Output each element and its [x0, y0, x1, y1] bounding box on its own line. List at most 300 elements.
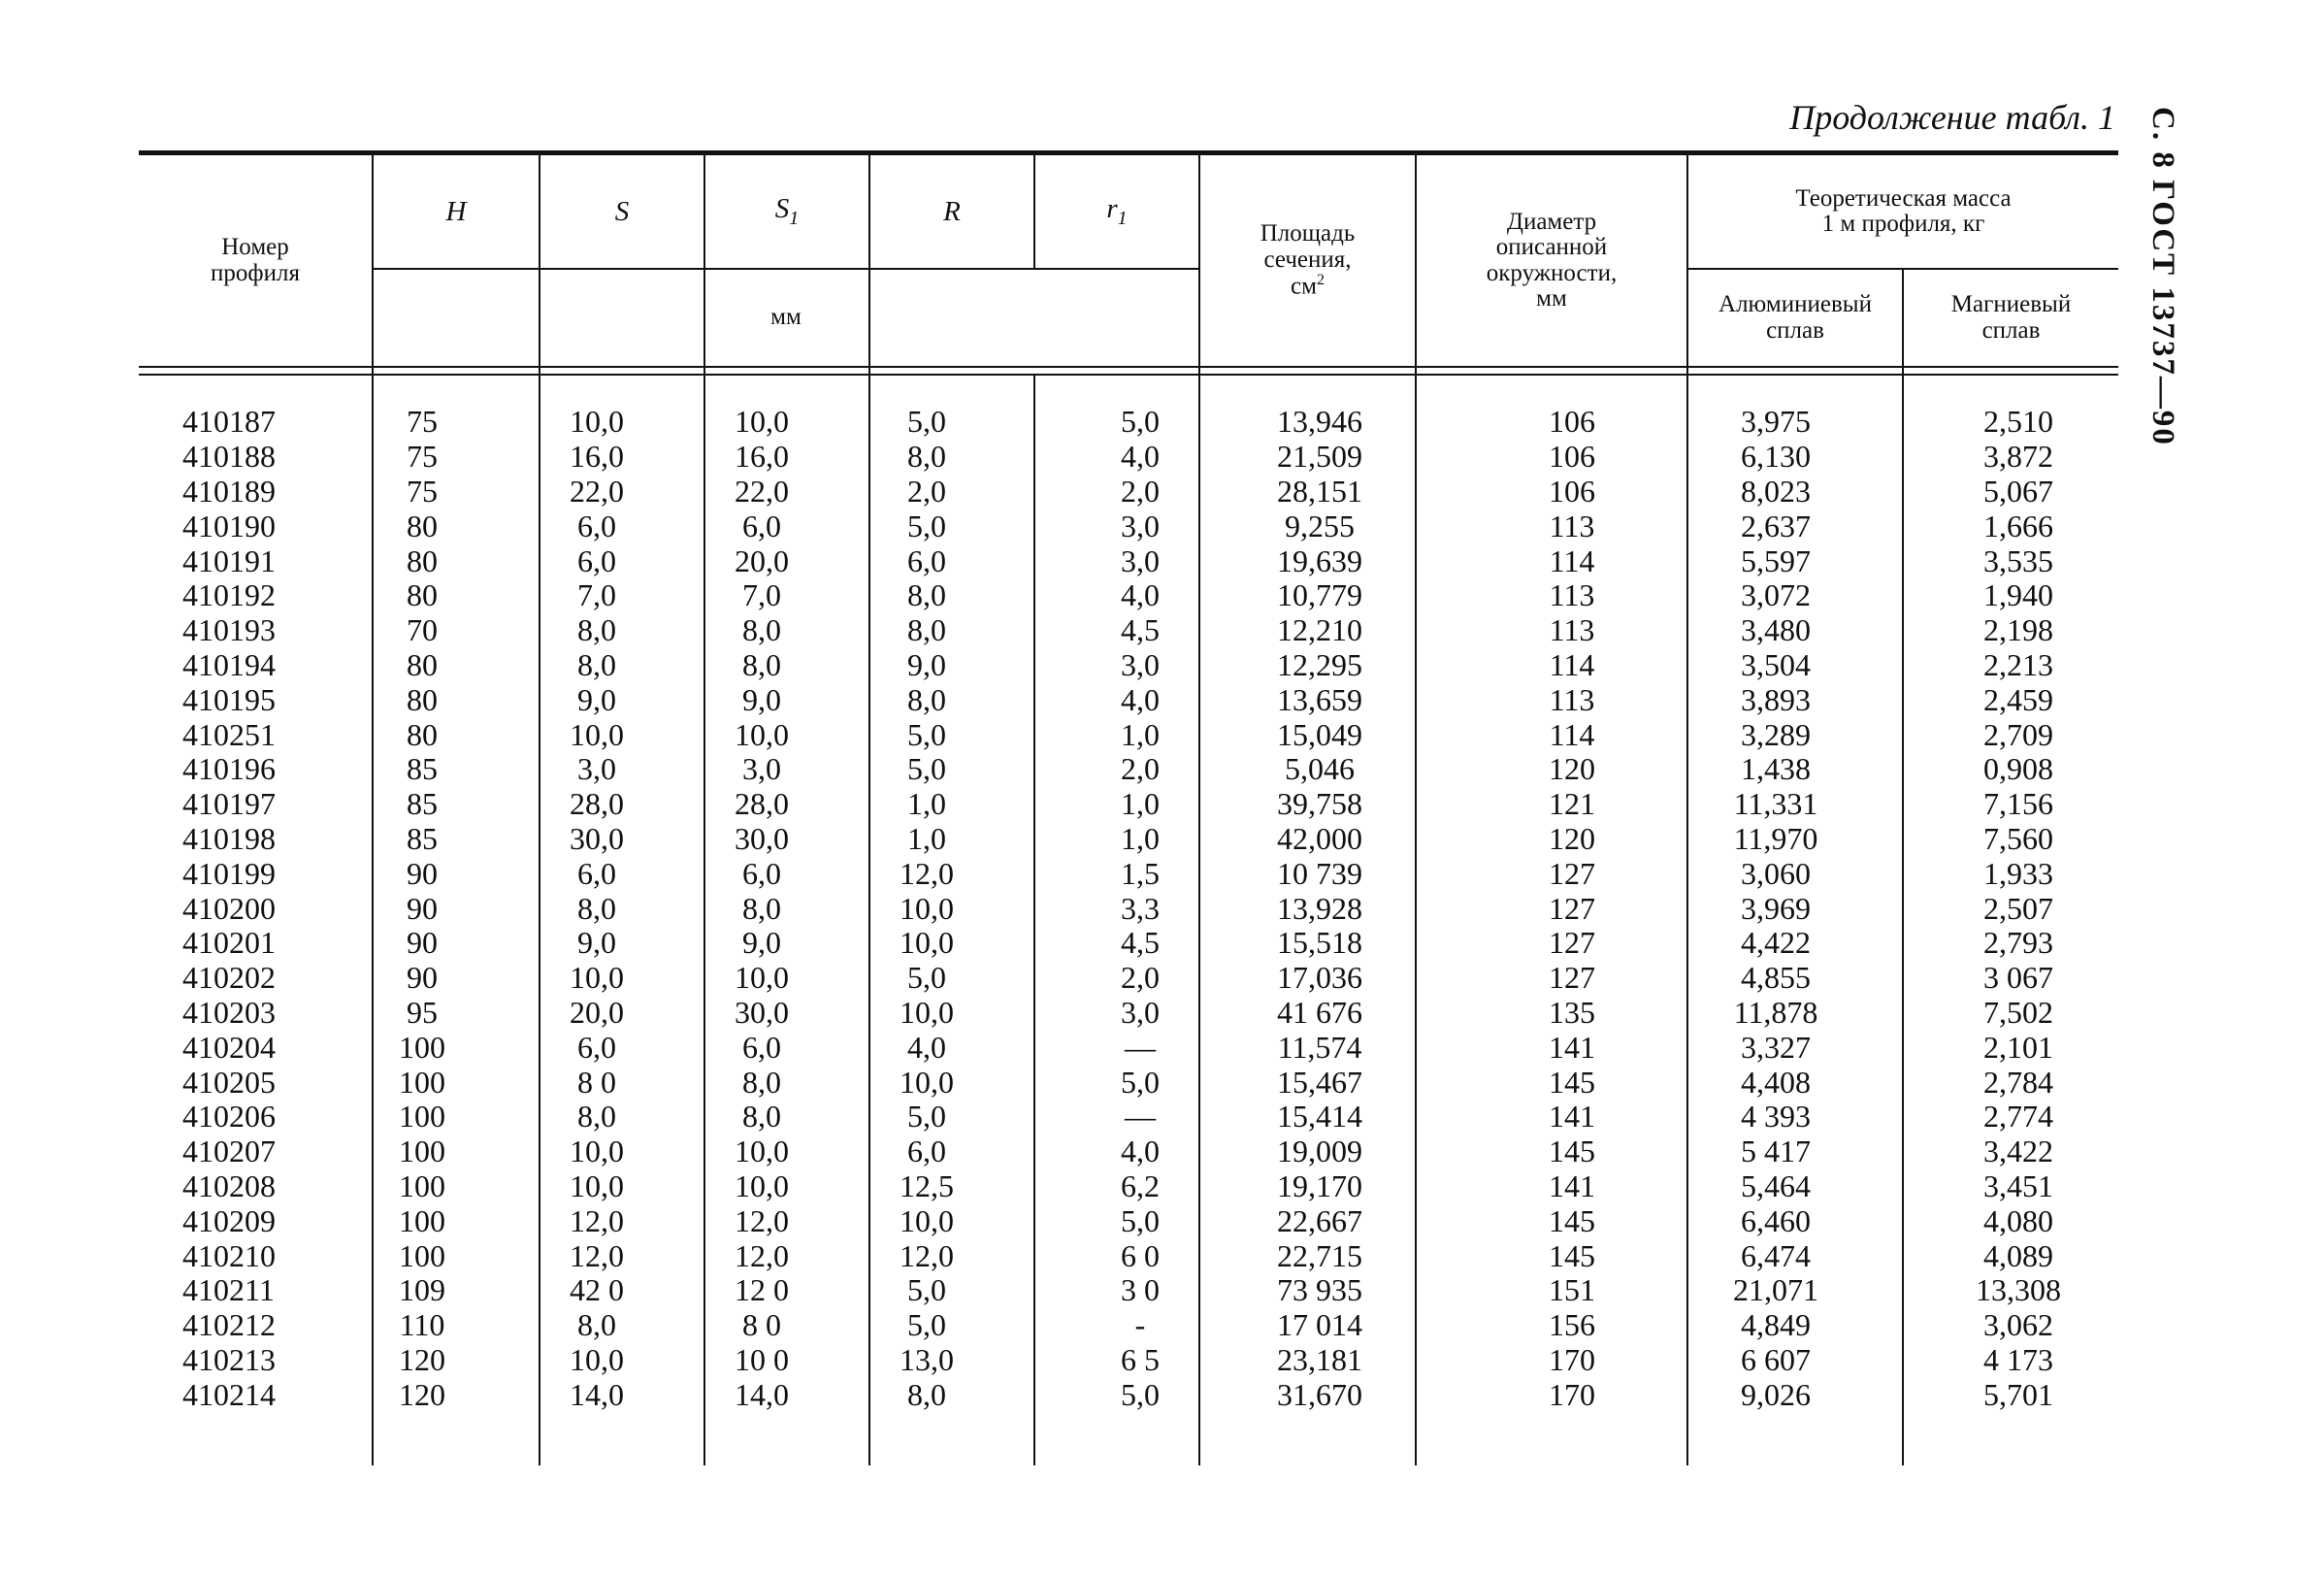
- cell-r1-value: 4,0: [1121, 577, 1160, 613]
- cell-r1-value: 4,0: [1121, 681, 1160, 717]
- cell-H-value: 90: [407, 925, 438, 961]
- cell-H-value: 80: [407, 508, 438, 543]
- cell-S-value: 28,0: [570, 786, 624, 822]
- cell-H-value: 100: [399, 1099, 445, 1134]
- cell-area-value: 9,255: [1285, 508, 1355, 543]
- cell-S1-value: 10,0: [735, 404, 789, 440]
- header-unit-mm: мм: [770, 304, 802, 331]
- cell-aluminium-mass: 6,130: [1741, 439, 1811, 475]
- cell-aluminium-mass: 1,438: [1741, 751, 1811, 787]
- cell-aluminium-mass: 3,969: [1741, 890, 1811, 926]
- cell-aluminium-mass: 4,855: [1741, 960, 1811, 996]
- cell-magnesium-mass: 3,451: [1983, 1167, 2053, 1203]
- table-row: [136, 891, 2106, 926]
- cell-S-value: 9,0: [577, 681, 616, 717]
- cell-S-value: 6,0: [577, 855, 616, 891]
- cell-profile-number: 410207: [182, 1134, 276, 1169]
- cell-S-value: 3,0: [577, 751, 616, 787]
- cell-profile-number: 410190: [182, 508, 276, 543]
- cell-area-value: 21,509: [1277, 439, 1362, 475]
- cell-profile-number: 410202: [182, 960, 276, 996]
- cell-aluminium-mass: 11,331: [1733, 786, 1818, 822]
- cell-S1-value: 22,0: [735, 474, 789, 509]
- cell-S1-value: 8,0: [742, 646, 781, 682]
- cell-area-value: 15,049: [1277, 716, 1362, 752]
- cell-profile-number: 410203: [182, 994, 276, 1030]
- cell-aluminium-mass: 3,072: [1741, 577, 1811, 613]
- cell-diameter-value: 114: [1549, 716, 1595, 752]
- cell-area-value: 11,574: [1277, 1029, 1362, 1065]
- cell-area-value: 10 739: [1277, 855, 1362, 891]
- cell-magnesium-mass: 2,101: [1983, 1029, 2053, 1065]
- cell-S1-value: 14,0: [735, 1376, 789, 1412]
- cell-H-value: 75: [407, 439, 438, 475]
- cell-area-value: 12,210: [1277, 612, 1362, 648]
- cell-H-value: 75: [407, 404, 438, 440]
- table-row: [136, 717, 2106, 752]
- cell-R-value: 10,0: [900, 925, 954, 961]
- cell-R-value: 5,0: [907, 1099, 946, 1134]
- cell-S-value: 10,0: [570, 1134, 624, 1169]
- cell-aluminium-mass: 4,408: [1741, 1064, 1811, 1100]
- cell-diameter-value: 113: [1549, 612, 1595, 648]
- cell-diameter-value: 127: [1549, 960, 1595, 996]
- cell-profile-number: 410187: [182, 404, 276, 440]
- cell-S1-value: 8,0: [742, 890, 781, 926]
- table-row: [136, 1238, 2106, 1273]
- cell-S1-value: 3,0: [742, 751, 781, 787]
- cell-S-value: 12,0: [570, 1237, 624, 1273]
- cell-S1-value: 8,0: [742, 1064, 781, 1100]
- cell-S1-value: 8,0: [742, 612, 781, 648]
- cell-area-value: 17,036: [1277, 960, 1362, 996]
- cell-R-value: 5,0: [907, 1307, 946, 1343]
- cell-magnesium-mass: 0,908: [1983, 751, 2053, 787]
- cell-H-value: 109: [399, 1272, 445, 1308]
- cell-magnesium-mass: 13,308: [1976, 1272, 2061, 1308]
- cell-magnesium-mass: 1,933: [1983, 855, 2053, 891]
- cell-magnesium-mass: 2,793: [1983, 925, 2053, 961]
- table-row: [136, 648, 2106, 683]
- cell-diameter-value: 170: [1549, 1376, 1595, 1412]
- cell-aluminium-mass: 3,060: [1741, 855, 1811, 891]
- cell-magnesium-mass: 7,156: [1983, 786, 2053, 822]
- cell-H-value: 80: [407, 577, 438, 613]
- cell-aluminium-mass: 5,464: [1741, 1167, 1811, 1203]
- table-row: [136, 787, 2106, 822]
- cell-r1-value: —: [1125, 1099, 1156, 1134]
- cell-S1-value: 30,0: [735, 820, 789, 856]
- cell-profile-number: 410212: [182, 1307, 276, 1343]
- cell-diameter-value: 141: [1549, 1029, 1595, 1065]
- table-row: [136, 996, 2106, 1031]
- cell-area-value: 39,758: [1277, 786, 1362, 822]
- cell-H-value: 80: [407, 681, 438, 717]
- cell-magnesium-mass: 3 067: [1983, 960, 2053, 996]
- cell-magnesium-mass: 2,459: [1983, 681, 2053, 717]
- cell-diameter-value: 145: [1549, 1202, 1595, 1238]
- cell-r1-value: 5,0: [1121, 1376, 1160, 1412]
- cell-aluminium-mass: 4 393: [1741, 1099, 1811, 1134]
- cell-aluminium-mass: 9,026: [1741, 1376, 1811, 1412]
- cell-aluminium-mass: 4,849: [1741, 1307, 1811, 1343]
- cell-diameter-value: 145: [1549, 1237, 1595, 1273]
- cell-area-value: 12,295: [1277, 646, 1362, 682]
- cell-aluminium-mass: 6 607: [1741, 1341, 1811, 1377]
- cell-profile-number: 410213: [182, 1341, 276, 1377]
- table-row: [136, 1343, 2106, 1378]
- cell-r1-value: 3,0: [1121, 994, 1160, 1030]
- cell-diameter-value: 127: [1549, 925, 1595, 961]
- cell-profile-number: 410206: [182, 1099, 276, 1134]
- cell-aluminium-mass: 6,474: [1741, 1237, 1811, 1273]
- cell-diameter-value: 120: [1549, 820, 1595, 856]
- table-row: [136, 752, 2106, 787]
- cell-magnesium-mass: 2,709: [1983, 716, 2053, 752]
- cell-H-value: 80: [407, 716, 438, 752]
- cell-H-value: 100: [399, 1202, 445, 1238]
- cell-profile-number: 410196: [182, 751, 276, 787]
- header-double-rule-bottom: [139, 374, 2118, 376]
- cell-S1-value: 20,0: [735, 542, 789, 578]
- table-row: [136, 613, 2106, 648]
- table-row: [136, 1065, 2106, 1100]
- header-H: H: [445, 195, 467, 227]
- cell-area-value: 41 676: [1277, 994, 1362, 1030]
- cell-magnesium-mass: 5,067: [1983, 474, 2053, 509]
- cell-profile-number: 410211: [182, 1272, 275, 1308]
- cell-r1-value: 3 0: [1121, 1272, 1160, 1308]
- cell-H-value: 80: [407, 646, 438, 682]
- cell-area-value: 42,000: [1277, 820, 1362, 856]
- cell-S1-value: 10 0: [735, 1341, 789, 1377]
- cell-r1-value: 4,5: [1121, 925, 1160, 961]
- cell-R-value: 4,0: [907, 1029, 946, 1065]
- cell-R-value: 5,0: [907, 751, 946, 787]
- cell-S-value: 8,0: [577, 646, 616, 682]
- cell-R-value: 12,5: [900, 1167, 954, 1203]
- cell-magnesium-mass: 4,080: [1983, 1202, 2053, 1238]
- cell-diameter-value: 113: [1549, 508, 1595, 543]
- cell-S-value: 10,0: [570, 716, 624, 752]
- cell-r1-value: 1,0: [1121, 786, 1160, 822]
- cell-r1-value: 4,0: [1121, 1134, 1160, 1169]
- cell-magnesium-mass: 3,535: [1983, 542, 2053, 578]
- cell-aluminium-mass: 3,893: [1741, 681, 1811, 717]
- header-diameter: Диаметр описанной окружности, мм: [1486, 209, 1618, 312]
- cell-area-value: 22,667: [1277, 1202, 1362, 1238]
- cell-area-value: 23,181: [1277, 1341, 1362, 1377]
- table-row: [136, 682, 2106, 717]
- cell-profile-number: 410200: [182, 890, 276, 926]
- cell-r1-value: 6 5: [1121, 1341, 1160, 1377]
- cell-H-value: 95: [407, 994, 438, 1030]
- cell-S1-value: 12 0: [735, 1272, 789, 1308]
- cell-diameter-value: 151: [1549, 1272, 1595, 1308]
- cell-R-value: 9,0: [907, 646, 946, 682]
- cell-H-value: 110: [399, 1307, 445, 1343]
- cell-r1-value: 1,0: [1121, 820, 1160, 856]
- cell-R-value: 10,0: [900, 994, 954, 1030]
- cell-S-value: 12,0: [570, 1202, 624, 1238]
- cell-R-value: 5,0: [907, 508, 946, 543]
- table-row: [136, 475, 2106, 510]
- cell-magnesium-mass: 2,213: [1983, 646, 2053, 682]
- cell-r1-value: 5,0: [1121, 404, 1160, 440]
- cell-S-value: 10,0: [570, 1167, 624, 1203]
- cell-diameter-value: 156: [1549, 1307, 1595, 1343]
- cell-area-value: 5,046: [1285, 751, 1355, 787]
- cell-diameter-value: 106: [1549, 439, 1595, 475]
- cell-magnesium-mass: 2,507: [1983, 890, 2053, 926]
- cell-magnesium-mass: 2,784: [1983, 1064, 2053, 1100]
- cell-aluminium-mass: 11,878: [1733, 994, 1818, 1030]
- cell-diameter-value: 145: [1549, 1064, 1595, 1100]
- cell-H-value: 100: [399, 1237, 445, 1273]
- cell-magnesium-mass: 1,666: [1983, 508, 2053, 543]
- table-row: [136, 961, 2106, 996]
- cell-S1-value: 28,0: [735, 786, 789, 822]
- cell-S-value: 22,0: [570, 474, 624, 509]
- cell-magnesium-mass: 5,701: [1983, 1376, 2053, 1412]
- cell-H-value: 100: [399, 1134, 445, 1169]
- cell-diameter-value: 135: [1549, 994, 1595, 1030]
- table-row: [136, 578, 2106, 613]
- header-theoretical-mass: Теоретическая масса 1 м профиля, кг: [1795, 184, 2012, 237]
- cell-diameter-value: 106: [1549, 404, 1595, 440]
- cell-S1-value: 8 0: [742, 1307, 781, 1343]
- cell-H-value: 85: [407, 820, 438, 856]
- cell-profile-number: 410208: [182, 1167, 276, 1203]
- cell-r1-value: 1,5: [1121, 855, 1160, 891]
- cell-S-value: 7,0: [577, 577, 616, 613]
- cell-S-value: 10,0: [570, 960, 624, 996]
- cell-profile-number: 410205: [182, 1064, 276, 1100]
- cell-area-value: 15,414: [1277, 1099, 1362, 1134]
- table-row: [136, 509, 2106, 543]
- cell-aluminium-mass: 3,480: [1741, 612, 1811, 648]
- cell-R-value: 1,0: [907, 820, 946, 856]
- cell-S1-value: 9,0: [742, 925, 781, 961]
- cell-area-value: 15,467: [1277, 1064, 1362, 1100]
- cell-R-value: 6,0: [907, 542, 946, 578]
- cell-r1-value: 3,3: [1121, 890, 1160, 926]
- cell-r1-value: -: [1134, 1307, 1146, 1343]
- cell-S1-value: 12,0: [735, 1237, 789, 1273]
- cell-diameter-value: 113: [1549, 577, 1595, 613]
- cell-H-value: 85: [407, 786, 438, 822]
- header-double-rule-top: [139, 366, 2118, 368]
- cell-r1-value: 3,0: [1121, 542, 1160, 578]
- cell-diameter-value: 127: [1549, 890, 1595, 926]
- cell-R-value: 8,0: [907, 681, 946, 717]
- cell-r1-value: —: [1125, 1029, 1156, 1065]
- table-row: [136, 1100, 2106, 1134]
- cell-aluminium-mass: 11,970: [1733, 820, 1818, 856]
- table-row: [136, 1030, 2106, 1065]
- cell-H-value: 80: [407, 542, 438, 578]
- cell-area-value: 28,151: [1277, 474, 1362, 509]
- cell-S-value: 8,0: [577, 612, 616, 648]
- cell-R-value: 12,0: [900, 1237, 954, 1273]
- cell-area-value: 15,518: [1277, 925, 1362, 961]
- cell-profile-number: 410193: [182, 612, 276, 648]
- cell-profile-number: 410201: [182, 925, 276, 961]
- cell-H-value: 120: [399, 1376, 445, 1412]
- cell-R-value: 5,0: [907, 960, 946, 996]
- cell-r1-value: 3,0: [1121, 508, 1160, 543]
- cell-S1-value: 30,0: [735, 994, 789, 1030]
- header-S1: $S_1$: [774, 193, 800, 229]
- cell-profile-number: 410197: [182, 786, 276, 822]
- table-row: [136, 440, 2106, 475]
- cell-H-value: 85: [407, 751, 438, 787]
- cell-profile-number: 410214: [182, 1376, 276, 1412]
- cell-R-value: 5,0: [907, 1272, 946, 1308]
- cell-r1-value: 3,0: [1121, 646, 1160, 682]
- header-r1: $r_1$: [1106, 193, 1128, 229]
- table-row: [136, 1273, 2106, 1308]
- cell-R-value: 8,0: [907, 1376, 946, 1412]
- cell-area-value: 13,659: [1277, 681, 1362, 717]
- cell-H-value: 70: [407, 612, 438, 648]
- cell-magnesium-mass: 7,502: [1983, 994, 2053, 1030]
- table-row: [136, 822, 2106, 857]
- cell-area-value: 19,170: [1277, 1167, 1362, 1203]
- cell-S-value: 6,0: [577, 542, 616, 578]
- cell-area-value: 22,715: [1277, 1237, 1362, 1273]
- cell-S1-value: 9,0: [742, 681, 781, 717]
- cell-area-value: 13,928: [1277, 890, 1362, 926]
- cell-R-value: 8,0: [907, 439, 946, 475]
- table-row: [136, 1377, 2106, 1412]
- table-row: [136, 856, 2106, 891]
- continuation-title: Продолжение табл. 1: [1789, 98, 2115, 137]
- cell-S1-value: 12,0: [735, 1202, 789, 1238]
- header-aluminium-alloy: Алюминиевый сплав: [1718, 291, 1872, 344]
- cell-R-value: 5,0: [907, 716, 946, 752]
- cell-R-value: 13,0: [900, 1341, 954, 1377]
- header-R: R: [943, 195, 961, 227]
- cell-area-value: 73 935: [1277, 1272, 1362, 1308]
- cell-S-value: 6,0: [577, 1029, 616, 1065]
- cell-magnesium-mass: 3,872: [1983, 439, 2053, 475]
- cell-S-value: 20,0: [570, 994, 624, 1030]
- cell-H-value: 90: [407, 960, 438, 996]
- cell-diameter-value: 121: [1549, 786, 1595, 822]
- cell-diameter-value: 106: [1549, 474, 1595, 509]
- cell-magnesium-mass: 2,198: [1983, 612, 2053, 648]
- cell-profile-number: 410210: [182, 1237, 276, 1273]
- cell-H-value: 75: [407, 474, 438, 509]
- header-magnesium-alloy: Магниевый сплав: [1950, 291, 2072, 344]
- cell-profile-number: 410188: [182, 439, 276, 475]
- cell-profile-number: 410189: [182, 474, 276, 509]
- cell-R-value: 5,0: [907, 404, 946, 440]
- cell-diameter-value: 141: [1549, 1099, 1595, 1134]
- cell-S-value: 14,0: [570, 1376, 624, 1412]
- cell-aluminium-mass: 3,327: [1741, 1029, 1811, 1065]
- cell-S1-value: 10,0: [735, 716, 789, 752]
- cell-R-value: 2,0: [907, 474, 946, 509]
- cell-profile-number: 410191: [182, 542, 276, 578]
- cell-aluminium-mass: 4,422: [1741, 925, 1811, 961]
- cell-S-value: 6,0: [577, 508, 616, 543]
- table-row: [136, 543, 2106, 578]
- cell-S-value: 9,0: [577, 925, 616, 961]
- cell-S1-value: 7,0: [742, 577, 781, 613]
- table-row: [136, 1169, 2106, 1204]
- cell-S1-value: 6,0: [742, 508, 781, 543]
- cell-H-value: 100: [399, 1167, 445, 1203]
- cell-profile-number: 410251: [182, 716, 276, 752]
- cell-S-value: 16,0: [570, 439, 624, 475]
- cell-area-value: 19,009: [1277, 1134, 1362, 1169]
- cell-S-value: 8,0: [577, 1307, 616, 1343]
- cell-aluminium-mass: 5 417: [1741, 1134, 1811, 1169]
- page-header-standard: С. 8 ГОСТ 13737—90: [2145, 107, 2180, 446]
- header-profile-number: Номер профиля: [211, 234, 300, 286]
- table-row: [136, 1308, 2106, 1343]
- cell-aluminium-mass: 5,597: [1741, 542, 1811, 578]
- cell-aluminium-mass: 3,975: [1741, 404, 1811, 440]
- cell-r1-value: 6,2: [1121, 1167, 1160, 1203]
- cell-area-value: 19,639: [1277, 542, 1362, 578]
- cell-magnesium-mass: 2,510: [1983, 404, 2053, 440]
- cell-magnesium-mass: 2,774: [1983, 1099, 2053, 1134]
- cell-aluminium-mass: 2,637: [1741, 508, 1811, 543]
- cell-diameter-value: 170: [1549, 1341, 1595, 1377]
- cell-R-value: 6,0: [907, 1134, 946, 1169]
- cell-aluminium-mass: 6,460: [1741, 1202, 1811, 1238]
- cell-R-value: 10,0: [900, 890, 954, 926]
- cell-r1-value: 5,0: [1121, 1202, 1160, 1238]
- cell-S1-value: 6,0: [742, 855, 781, 891]
- cell-H-value: 100: [399, 1029, 445, 1065]
- table-row: [136, 1134, 2106, 1169]
- cell-magnesium-mass: 7,560: [1983, 820, 2053, 856]
- cell-r1-value: 2,0: [1121, 751, 1160, 787]
- table-row: [136, 926, 2106, 961]
- cell-r1-value: 1,0: [1121, 716, 1160, 752]
- cell-S1-value: 16,0: [735, 439, 789, 475]
- cell-magnesium-mass: 3,062: [1983, 1307, 2053, 1343]
- cell-diameter-value: 127: [1549, 855, 1595, 891]
- cell-R-value: 8,0: [907, 612, 946, 648]
- cell-r1-value: 4,0: [1121, 439, 1160, 475]
- cell-H-value: 90: [407, 890, 438, 926]
- cell-area-value: 10,779: [1277, 577, 1362, 613]
- cell-magnesium-mass: 4 173: [1983, 1341, 2053, 1377]
- cell-magnesium-mass: 4,089: [1983, 1237, 2053, 1273]
- table-body: [136, 405, 2106, 1412]
- cell-R-value: 10,0: [900, 1202, 954, 1238]
- cell-S-value: 8,0: [577, 1099, 616, 1134]
- cell-aluminium-mass: 3,504: [1741, 646, 1811, 682]
- cell-profile-number: 410194: [182, 646, 276, 682]
- cell-diameter-value: 114: [1549, 646, 1595, 682]
- cell-S1-value: 10,0: [735, 1134, 789, 1169]
- cell-aluminium-mass: 8,023: [1741, 474, 1811, 509]
- cell-r1-value: 2,0: [1121, 474, 1160, 509]
- cell-r1-value: 5,0: [1121, 1064, 1160, 1100]
- cell-diameter-value: 141: [1549, 1167, 1595, 1203]
- cell-S-value: 42 0: [570, 1272, 624, 1308]
- header-area: Площадь сечения, $см^2$: [1260, 220, 1356, 300]
- cell-S1-value: 6,0: [742, 1029, 781, 1065]
- cell-S1-value: 8,0: [742, 1099, 781, 1134]
- cell-R-value: 1,0: [907, 786, 946, 822]
